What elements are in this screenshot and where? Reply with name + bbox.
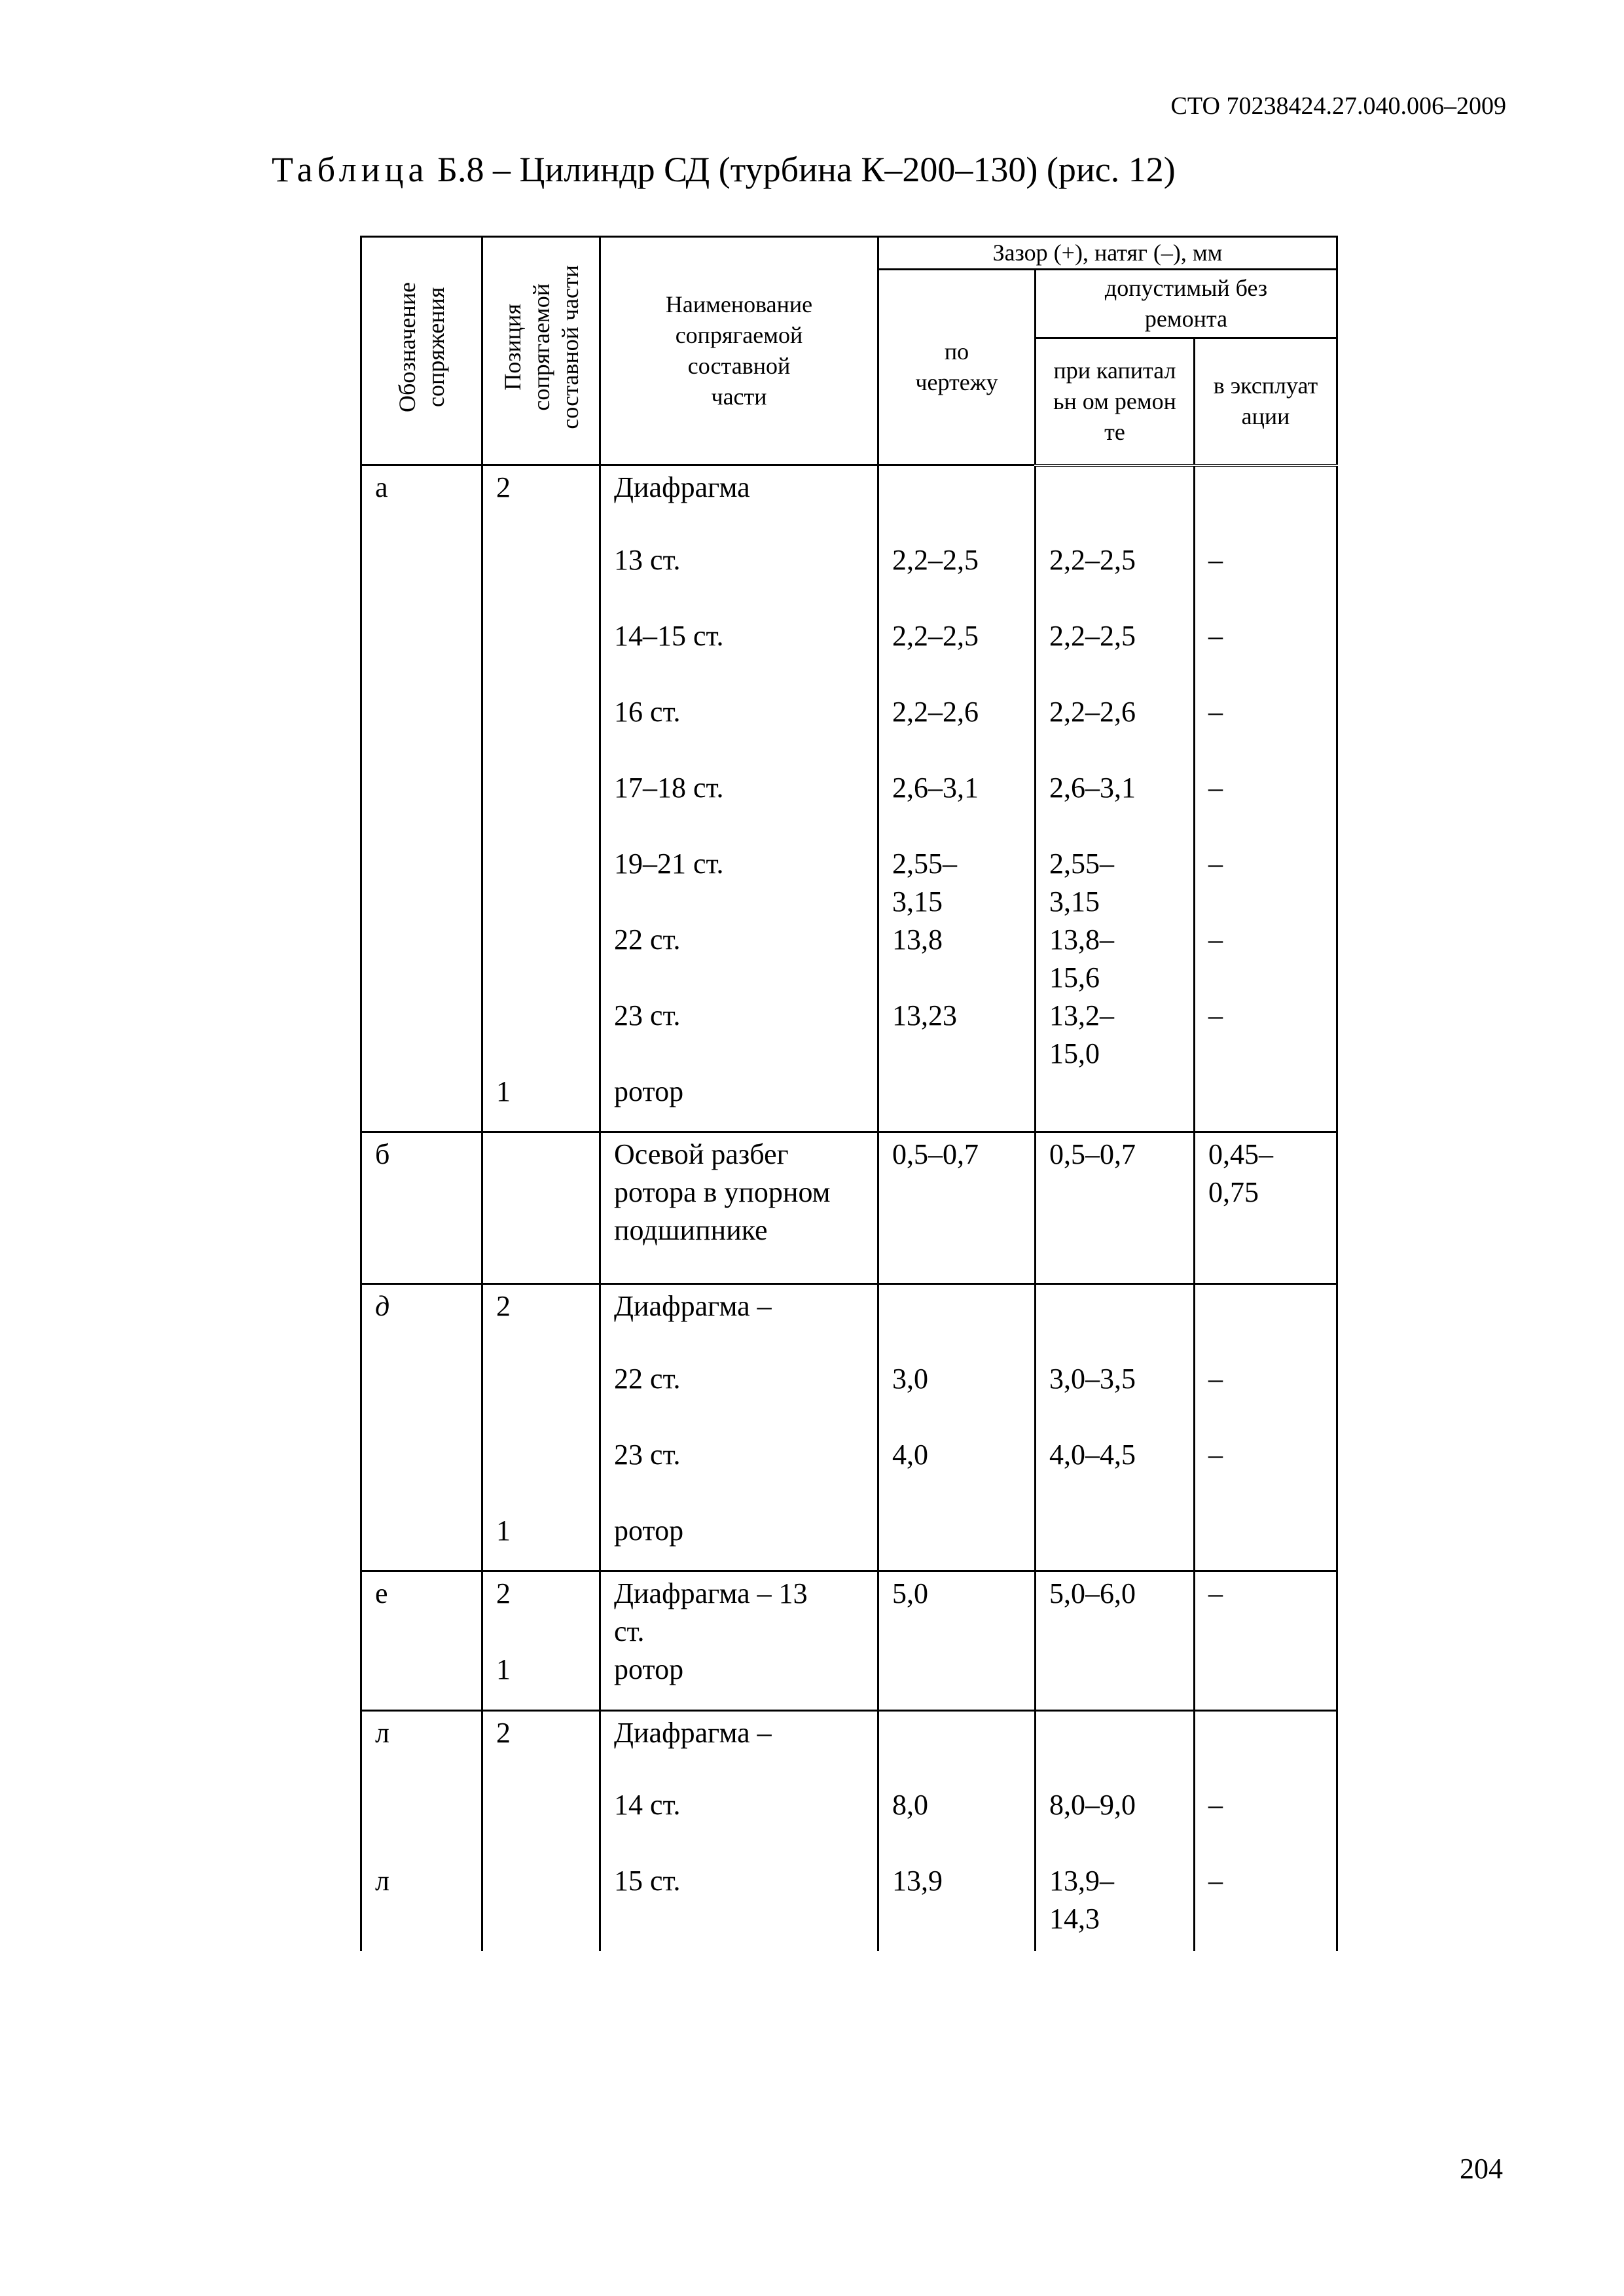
cell-overhaul: 3,0–3,5: [1036, 1360, 1195, 1436]
cell-drawing: 4,0: [878, 1436, 1036, 1512]
cell-overhaul: 2,2–2,5: [1036, 617, 1195, 693]
table-row: [361, 1651, 1337, 1710]
header-in-operation: в эксплуат ации: [1195, 338, 1337, 465]
table-row: [361, 1360, 1337, 1436]
cell-position: 2: [482, 1571, 600, 1651]
cell-drawing: 2,55– 3,15: [878, 845, 1036, 921]
cell-overhaul: [1036, 1710, 1195, 1786]
cell-designation: [361, 1436, 482, 1512]
table-row: [361, 1862, 1337, 1951]
table-row: [361, 845, 1337, 921]
cell-operation: [1195, 1512, 1337, 1571]
table-row: [361, 1073, 1337, 1132]
cell-operation: [1195, 465, 1337, 541]
cell-position: [482, 921, 600, 997]
table-row: [361, 997, 1337, 1073]
cell-drawing: 13,23: [878, 997, 1036, 1073]
table-title-prefix: Таблица: [272, 150, 429, 189]
cell-overhaul: 4,0–4,5: [1036, 1436, 1195, 1512]
cell-position: [482, 617, 600, 693]
cell-position: [482, 845, 600, 921]
cell-designation: [361, 845, 482, 921]
document-code: СТО 70238424.27.040.006–2009: [1170, 92, 1506, 120]
cell-name: Диафрагма – 13 ст.: [600, 1571, 878, 1651]
cell-operation: [1195, 1073, 1337, 1132]
cell-designation: [361, 1512, 482, 1571]
cell-operation: [1195, 1710, 1337, 1786]
cell-drawing: [878, 1651, 1036, 1710]
cell-overhaul: 0,5–0,7: [1036, 1132, 1195, 1284]
cell-position: 2: [482, 465, 600, 541]
cell-designation: [361, 1651, 482, 1710]
cell-operation: –: [1195, 921, 1337, 997]
cell-operation: [1195, 1651, 1337, 1710]
cell-overhaul: 5,0–6,0: [1036, 1571, 1195, 1651]
cell-name: Диафрагма –: [600, 1710, 878, 1786]
cell-overhaul: [1036, 1651, 1195, 1710]
cell-designation: д: [361, 1284, 482, 1360]
cell-name: 13 ст.: [600, 541, 878, 617]
cell-position: 1: [482, 1651, 600, 1710]
cell-operation: [1195, 1284, 1337, 1360]
cell-operation: –: [1195, 1360, 1337, 1436]
cell-drawing: [878, 1710, 1036, 1786]
cell-designation: [361, 541, 482, 617]
header-by-drawing: по чертежу: [878, 270, 1036, 465]
table-row: [361, 921, 1337, 997]
cell-name: 22 ст.: [600, 1360, 878, 1436]
cell-position: [482, 1436, 600, 1512]
cell-name: 15 ст.: [600, 1862, 878, 1951]
table-row: [361, 1132, 1337, 1284]
header-designation: Обозначение сопряжения: [361, 237, 482, 465]
cell-drawing: 5,0: [878, 1571, 1036, 1651]
cell-drawing: [878, 465, 1036, 541]
cell-overhaul: [1036, 465, 1195, 541]
cell-designation: [361, 1360, 482, 1436]
cell-position: [482, 1132, 600, 1284]
cell-position: [482, 1862, 600, 1951]
cell-overhaul: 2,2–2,6: [1036, 693, 1195, 769]
cell-overhaul: 13,9– 14,3: [1036, 1862, 1195, 1951]
cell-drawing: 2,2–2,6: [878, 693, 1036, 769]
cell-overhaul: 13,8– 15,6: [1036, 921, 1195, 997]
cell-position: [482, 1360, 600, 1436]
cell-position: 2: [482, 1284, 600, 1360]
cell-drawing: [878, 1512, 1036, 1571]
cell-overhaul: 8,0–9,0: [1036, 1786, 1195, 1862]
page-number: 204: [1460, 2153, 1503, 2185]
table-row: [361, 1571, 1337, 1651]
header-position: Позиция сопрягаемой составной части: [482, 237, 600, 465]
table-row: [361, 1786, 1337, 1862]
table-row: [361, 693, 1337, 769]
cell-drawing: [878, 1073, 1036, 1132]
cell-name: 23 ст.: [600, 1436, 878, 1512]
cell-operation: –: [1195, 769, 1337, 845]
cell-name: 14 ст.: [600, 1786, 878, 1862]
cell-position: [482, 1786, 600, 1862]
cell-designation: [361, 617, 482, 693]
table-row: [361, 769, 1337, 845]
cell-operation: –: [1195, 1436, 1337, 1512]
cell-designation: [361, 1073, 482, 1132]
cell-position: 1: [482, 1073, 600, 1132]
cell-name: 16 ст.: [600, 693, 878, 769]
cell-name: 23 ст.: [600, 997, 878, 1073]
cell-designation: б: [361, 1132, 482, 1284]
cell-designation: [361, 921, 482, 997]
table-row: [361, 617, 1337, 693]
cell-drawing: 2,2–2,5: [878, 617, 1036, 693]
cell-drawing: 8,0: [878, 1786, 1036, 1862]
cell-name: 17–18 ст.: [600, 769, 878, 845]
cell-name: ротор: [600, 1073, 878, 1132]
cell-designation: е: [361, 1571, 482, 1651]
table-body: [361, 465, 1337, 1952]
table-row: [361, 1710, 1337, 1786]
cell-drawing: 2,6–3,1: [878, 769, 1036, 845]
cell-overhaul: 2,6–3,1: [1036, 769, 1195, 845]
cell-name: ротор: [600, 1512, 878, 1571]
header-allowed-group: допустимый без ремонта: [1036, 270, 1337, 338]
cell-designation: л: [361, 1862, 482, 1951]
cell-overhaul: [1036, 1284, 1195, 1360]
cell-drawing: 13,9: [878, 1862, 1036, 1951]
cell-position: [482, 769, 600, 845]
cell-operation: 0,45– 0,75: [1195, 1132, 1337, 1284]
cell-operation: –: [1195, 541, 1337, 617]
header-at-overhaul: при капитальн ом ремонте: [1036, 338, 1195, 465]
header-name: Наименование сопрягаемой составной части: [600, 237, 878, 465]
cell-designation: [361, 1786, 482, 1862]
cell-name: Диафрагма –: [600, 1284, 878, 1360]
cell-operation: –: [1195, 1786, 1337, 1862]
table-row: [361, 1284, 1337, 1360]
cell-position: 2: [482, 1710, 600, 1786]
cell-designation: л: [361, 1710, 482, 1786]
cell-designation: [361, 997, 482, 1073]
table-row: [361, 465, 1337, 541]
header-gap-group: Зазор (+), натяг (–), мм: [878, 237, 1337, 270]
cell-name: ротор: [600, 1651, 878, 1710]
cell-operation: –: [1195, 617, 1337, 693]
cell-name: Осевой разбег ротора в упорном подшипнике: [600, 1132, 878, 1284]
cell-position: [482, 541, 600, 617]
cell-designation: [361, 693, 482, 769]
table-row: [361, 1512, 1337, 1571]
table-row: [361, 541, 1337, 617]
cell-drawing: 13,8: [878, 921, 1036, 997]
cell-position: 1: [482, 1512, 600, 1571]
cell-name: Диафрагма: [600, 465, 878, 541]
cell-drawing: [878, 1284, 1036, 1360]
table-title-text: Б.8 – Цилиндр СД (турбина К–200–130) (рис. 12): [428, 150, 1176, 189]
cell-position: [482, 693, 600, 769]
cell-designation: [361, 769, 482, 845]
cell-overhaul: [1036, 1073, 1195, 1132]
cell-name: 19–21 ст.: [600, 845, 878, 921]
cell-operation: –: [1195, 1862, 1337, 1951]
clearance-table: [360, 236, 1338, 1951]
table-title: [272, 149, 1176, 190]
cell-name: 14–15 ст.: [600, 617, 878, 693]
cell-operation: –: [1195, 845, 1337, 921]
cell-designation: а: [361, 465, 482, 541]
cell-overhaul: [1036, 1512, 1195, 1571]
cell-drawing: 0,5–0,7: [878, 1132, 1036, 1284]
cell-overhaul: 13,2– 15,0: [1036, 997, 1195, 1073]
cell-position: [482, 997, 600, 1073]
cell-operation: –: [1195, 693, 1337, 769]
cell-operation: –: [1195, 1571, 1337, 1651]
cell-operation: –: [1195, 997, 1337, 1073]
cell-name: 22 ст.: [600, 921, 878, 997]
cell-overhaul: 2,55– 3,15: [1036, 845, 1195, 921]
cell-drawing: 2,2–2,5: [878, 541, 1036, 617]
cell-overhaul: 2,2–2,5: [1036, 541, 1195, 617]
table-row: [361, 1436, 1337, 1512]
cell-drawing: 3,0: [878, 1360, 1036, 1436]
